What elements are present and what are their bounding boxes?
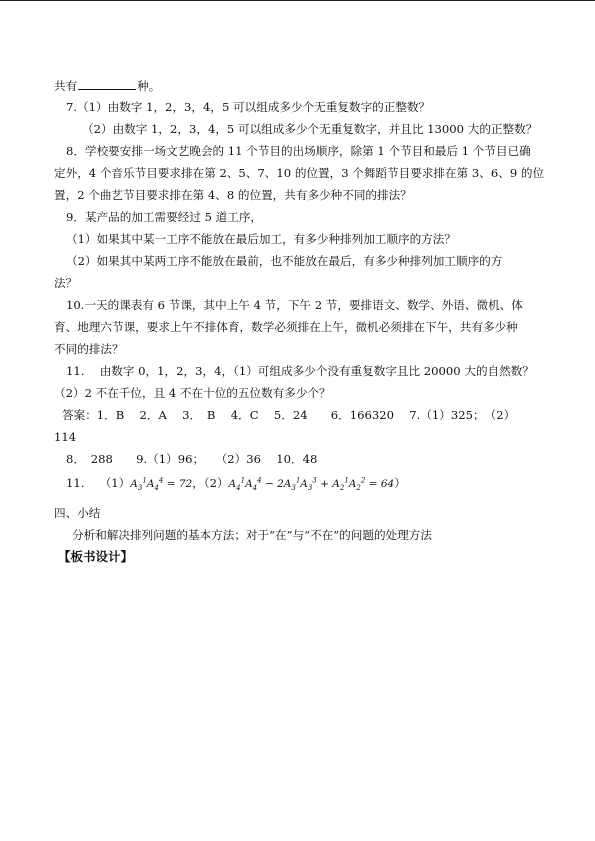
section-heading: 四、小结 — [54, 506, 101, 520]
answers-line-4 — [66, 476, 406, 492]
formula-2: $A_4^1A_4^4 - 2A_3^1A_3^3 + A_2^1A_2^2 = 64$ — [228, 476, 395, 493]
question-10-line-3: 不同的排法？ — [54, 342, 124, 356]
line-fill-blank — [54, 78, 160, 94]
question-8-line-2: 定外，4 个音乐节目要求排在第 2、5、7、10 的位置，3 个舞蹈节目要求排在第 3、6、9 的位 — [54, 166, 545, 180]
question-8-line-3: 置，2 个曲艺节目要求排在第 4、8 的位置，共有多少种不同的排法？ — [54, 188, 412, 202]
text: ，（2） — [192, 476, 229, 490]
question-9-part-2-cont: 法？ — [54, 276, 78, 290]
question-9-part-1: （1）如果其中某一工序不能放在最后加工，有多少种排列加工顺序的方法？ — [66, 232, 456, 246]
question-11-line-1: 11. 由数字 0，1，2，3，4，（1）可组成多少个没有重复数字且比 20000 大的自然数？ — [66, 364, 534, 378]
answers-line-2: 114 — [54, 430, 77, 444]
question-11-line-2: （2）2 不在千位，且 4 不在十位的五位数有多少个？ — [54, 386, 331, 400]
board-design-heading: 【板书设计】 — [58, 549, 134, 564]
formula-1: $A_3^1A_4^4 = 72$ — [130, 476, 193, 493]
question-9-part-2: （2）如果其中某两工序不能放在最前，也不能放在最后，有多少种排列加工顺序的方 — [66, 254, 503, 268]
question-7-part-2: （2）由数字 1，2，3，4，5 可以组成多少个无重复数字，并且比 13000 大的正整数？ — [82, 122, 538, 136]
question-10-line-1: 10.一天的课表有 6 节课，其中上午 4 节，下午 2 节，要排语文、数学、外语、微机、体 — [66, 298, 523, 312]
question-10-line-2: 育、地理六节课，要求上午不排体育，数学必须排在上午，微机必须排在下午，共有多少种 — [54, 320, 518, 334]
answer-blank[interactable] — [78, 78, 136, 90]
text: ） — [394, 476, 406, 490]
text: 11. （1） — [66, 476, 131, 490]
answers-line-3: 8． 288 9.（1）96； （2）36 10．48 — [66, 452, 318, 466]
text: 共有 — [54, 79, 78, 93]
question-8-line-1: 8．学校要安排一场文艺晚会的 11 个节目的出场顺序，除第 1 个节目和最后 1 个节目已确 — [66, 144, 531, 158]
question-9: 9．某产品的加工需要经过 5 道工序， — [66, 210, 263, 224]
text: 种。 — [137, 79, 161, 93]
summary-text: 分析和解决排列问题的基本方法；对于“在”与“不在”的问题的处理方法 — [72, 528, 432, 542]
answers-line-1: 答案：1．B 2．A 3． B 4．C 5．24 6．166320 7.（1）325； （2） — [62, 408, 516, 422]
question-7-part-1: 7.（1）由数字 1，2，3，4，5 可以组成多少个无重复数字的正整数？ — [66, 100, 431, 114]
